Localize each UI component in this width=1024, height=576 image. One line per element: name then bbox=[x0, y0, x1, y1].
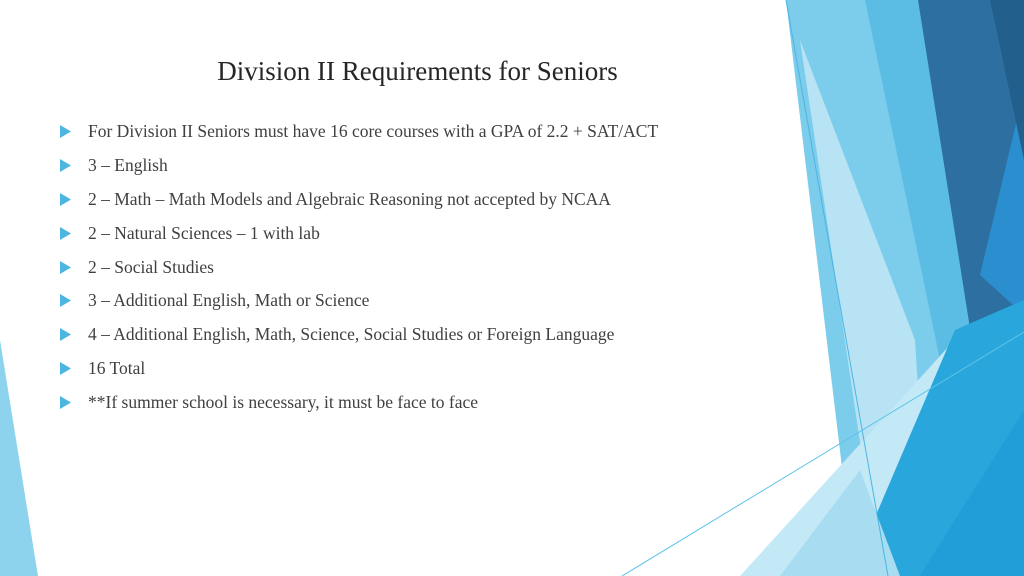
bullet-text: 3 – Additional English, Math or Science bbox=[88, 290, 370, 311]
triangle-right-icon bbox=[60, 396, 88, 409]
bullet-text: 2 – Natural Sciences – 1 with lab bbox=[88, 222, 320, 243]
bullet-list bbox=[60, 115, 658, 419]
bullet-item bbox=[60, 216, 658, 250]
bullet-item bbox=[60, 250, 658, 284]
bullet-text: For Division II Seniors must have 16 core courses with a GPA of 2.2 + SAT/ACT bbox=[88, 121, 659, 142]
triangle-right-icon bbox=[60, 227, 88, 240]
bullet-text: 2 – Math – Math Models and Algebraic Reasoning not accepted by NCAA bbox=[88, 188, 611, 209]
left-accent-shape bbox=[0, 340, 38, 576]
bullet-item bbox=[60, 183, 658, 217]
bullet-text: 16 Total bbox=[88, 357, 146, 378]
triangle-right-icon bbox=[60, 362, 88, 375]
bullet-item bbox=[60, 385, 658, 419]
bullet-text: **If summer school is necessary, it must be face to face bbox=[88, 391, 479, 412]
bullet-item bbox=[60, 115, 658, 149]
triangle-right-icon bbox=[60, 294, 88, 307]
bullet-item bbox=[60, 149, 658, 183]
triangle-right-icon bbox=[60, 328, 88, 341]
bullet-text: 2 – Social Studies bbox=[88, 256, 214, 277]
bullet-text: 3 – English bbox=[88, 155, 168, 176]
bullet-item bbox=[60, 352, 658, 386]
bullet-item bbox=[60, 284, 658, 318]
bullet-text: 4 – Additional English, Math, Science, Social Studies or Foreign Language bbox=[88, 324, 615, 345]
triangle-right-icon bbox=[60, 261, 88, 274]
triangle-right-icon bbox=[60, 193, 88, 206]
triangle-right-icon bbox=[60, 125, 88, 138]
triangle-right-icon bbox=[60, 159, 88, 172]
slide-title: Division II Requirements for Seniors bbox=[217, 56, 618, 86]
bullet-item bbox=[60, 318, 658, 352]
